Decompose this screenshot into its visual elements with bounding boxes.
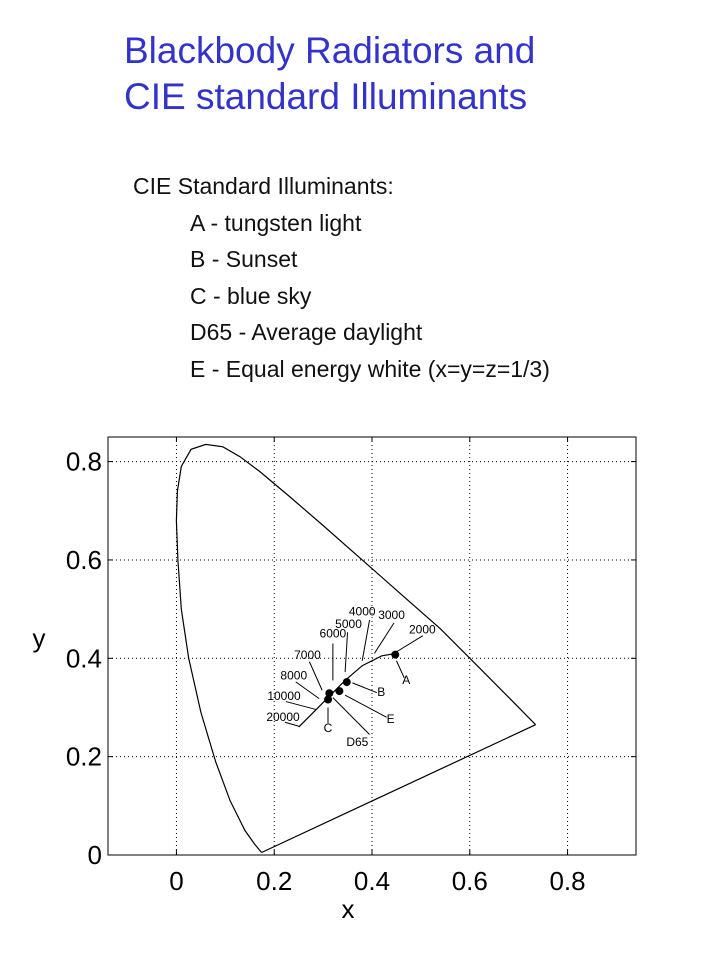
annotation-label-7000: 7000 [294,647,321,662]
annotation-leader-B [352,683,376,693]
illuminant-point-E [335,687,343,695]
annotation-label-3000: 3000 [378,607,405,622]
y-axis-label: y [32,623,46,653]
annotation-label-2000: 2000 [409,622,436,637]
annotation-leader-D65 [333,698,370,735]
illuminant-point-D65 [325,689,333,697]
annotation-label-B: B [377,685,386,700]
x-axis-label: x [341,894,355,924]
y-tick-label-4: 0.8 [65,446,102,477]
y-tick-label-3: 0.6 [65,544,102,575]
annotation-leader-4000 [362,620,369,661]
annotation-label-5000: 5000 [335,616,362,631]
illuminant-point-B [343,678,351,686]
annotation-leader-7000 [309,662,322,691]
x-tick-label-3: 0.6 [451,866,488,896]
y-tick-label-0: 0 [87,840,102,870]
annotation-label-E: E [386,712,395,727]
title-line-1: Blackbody Radiators and [124,30,536,71]
annotation-label-4000: 4000 [348,604,376,619]
legend-item-e: E - Equal energy white (x=y=z=1/3) [190,355,550,382]
legend-item-a: A - tungsten light [190,209,362,236]
annotation-label-A: A [402,672,411,687]
y-tick-label-2: 0.4 [65,643,102,674]
legend-item-d65: D65 - Average daylight [190,319,423,345]
y-tick-label-1: 0.2 [65,741,102,772]
legend-item-c: C - blue sky [190,282,312,309]
annotation-label-8000: 8000 [280,668,308,683]
x-tick-label-0: 0 [169,866,184,896]
illuminant-point-A [391,651,399,659]
annotation-leader-2000 [394,636,423,654]
x-tick-label-2: 0.4 [353,866,391,896]
title-line-2: CIE standard Illuminants [124,76,528,117]
annotation-label-6000: 6000 [319,626,347,641]
annotation-label-10000: 10000 [267,689,301,704]
series-line-line-of-purples [262,725,536,853]
x-tick-label-1: 0.2 [256,866,293,896]
annotation-label-C: C [323,721,333,736]
annotation-leader-3000 [374,623,394,653]
annotation-label-20000: 20000 [266,710,300,725]
legend-item-b: B - Sunset [190,246,298,272]
legend-heading: CIE Standard Illuminants: [133,173,394,199]
x-tick-label-4: 0.8 [549,866,586,896]
series-line-spectral-locus [176,444,535,852]
annotation-label-D65: D65 [346,734,369,749]
